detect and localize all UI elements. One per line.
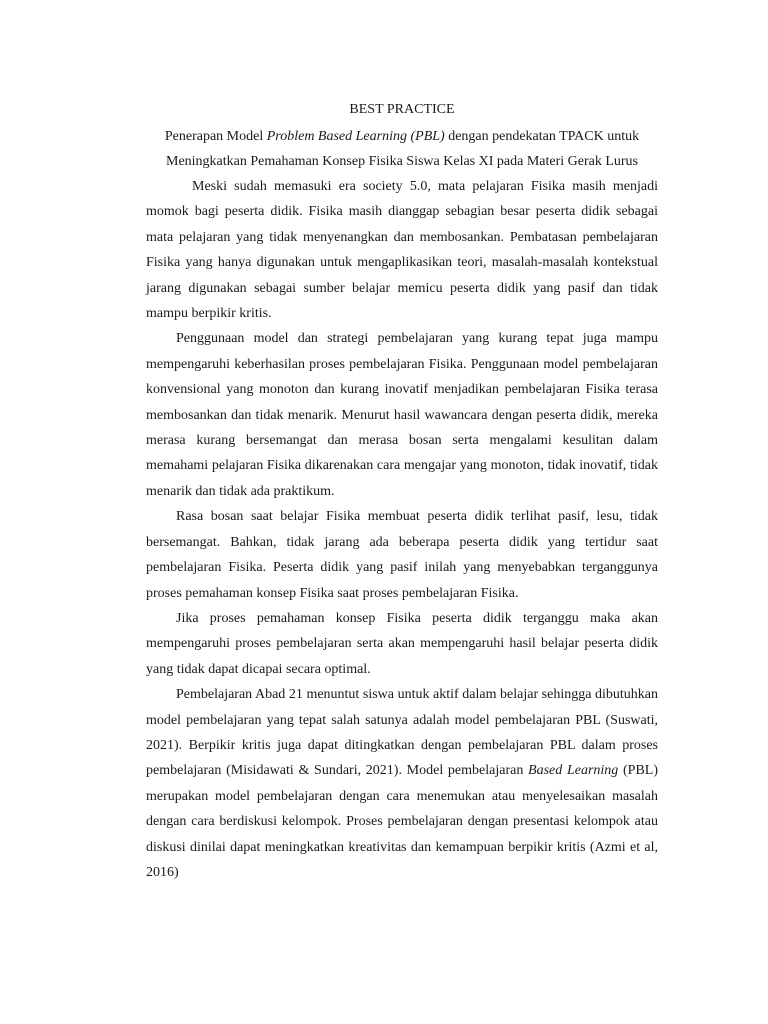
paragraph-5-italic: Based Learning bbox=[528, 763, 619, 779]
paragraph-1: Meski sudah memasuki era society 5.0, mata pelajaran Fisika masih menjadi momok bagi peserta didik. Fisika masih dianggap sebagian besar peserta didik sebagai mata pelajaran yang tidak menyenangkan dan membosankan. Pembatasan pembelajaran Fisika yang hanya digunakan untuk mengaplikasikan teori, masalah-masalah kontekstual jarang digunakan sebagai sumber belajar memicu peserta didik yang pasif dan tidak mampu berpikir kritis. bbox=[146, 179, 658, 322]
document-subtitle bbox=[146, 124, 658, 174]
document-page bbox=[146, 100, 658, 885]
paragraph-3: Rasa bosan saat belajar Fisika membuat peserta didik terlihat pasif, lesu, tidak bersemangat. Bahkan, tidak jarang ada beberapa peserta didik yang tertidur saat pembelajaran Fisika. Peserta didik yang pasif inilah yang menyebabkan terganggunya proses pemahaman konsep Fisika saat proses pembelajaran Fisika. bbox=[146, 509, 658, 601]
paragraph-2: Penggunaan model dan strategi pembelajaran yang kurang tepat juga mampu mempengaruhi keberhasilan proses pembelajaran Fisika. Penggunaan model pembelajaran konvensional yang monoton dan kurang inovatif menjadikan pembelajaran Fisika terasa membosankan dan tidak menarik. Menurut hasil wawancara dengan peserta didik, mereka merasa kurang bersemangat dan merasa bosan serta mengalami kesulitan dalam memahami pelajaran Fisika dikarenakan cara mengajar yang monoton, tidak inovatif, tidak menarik dan tidak ada praktikum. bbox=[146, 331, 658, 499]
subtitle-pre: Penerapan Model bbox=[164, 129, 267, 144]
subtitle-italic: Problem Based Learning (PBL) bbox=[266, 129, 445, 144]
subtitle-post: dengan pendekatan TPACK untuk Meningkatkan Pemahaman Konsep Fisika Siswa Kelas XI pada Materi Gerak Lurus bbox=[166, 129, 640, 169]
paragraph-5 bbox=[146, 682, 658, 885]
document-body bbox=[146, 174, 658, 885]
paragraph-5-part1: Pembelajaran Abad 21 menuntut siswa untuk aktif dalam belajar sehingga dibutuhkan model pembelajaran yang tepat salah satunya adalah model pembelajaran PBL (Suswati, 2021). Berpikir kritis juga dapat ditingkatkan dengan pembelajaran PBL dalam proses pembelajaran (Misidawati & Sundari, 2021). Model pembelajaran bbox=[146, 687, 658, 779]
paragraph-4: Jika proses pemahaman konsep Fisika peserta didik terganggu maka akan mempengaruhi proses pembelajaran serta akan mempengaruhi hasil belajar peserta didik yang tidak dapat dicapai secara optimal. bbox=[146, 610, 658, 677]
document-title: BEST PRACTICE bbox=[349, 102, 455, 117]
paragraph-5-part2: (PBL) merupakan model pembelajaran dengan cara menemukan atau menyelesaikan masalah dengan cara berdiskusi kelompok. Proses pembelajaran dengan presentasi kelompok atau diskusi dinilai dapat meningkatkan kreativitas dan kemampuan berpikir kritis (Azmi et al, 2016) bbox=[146, 763, 658, 880]
